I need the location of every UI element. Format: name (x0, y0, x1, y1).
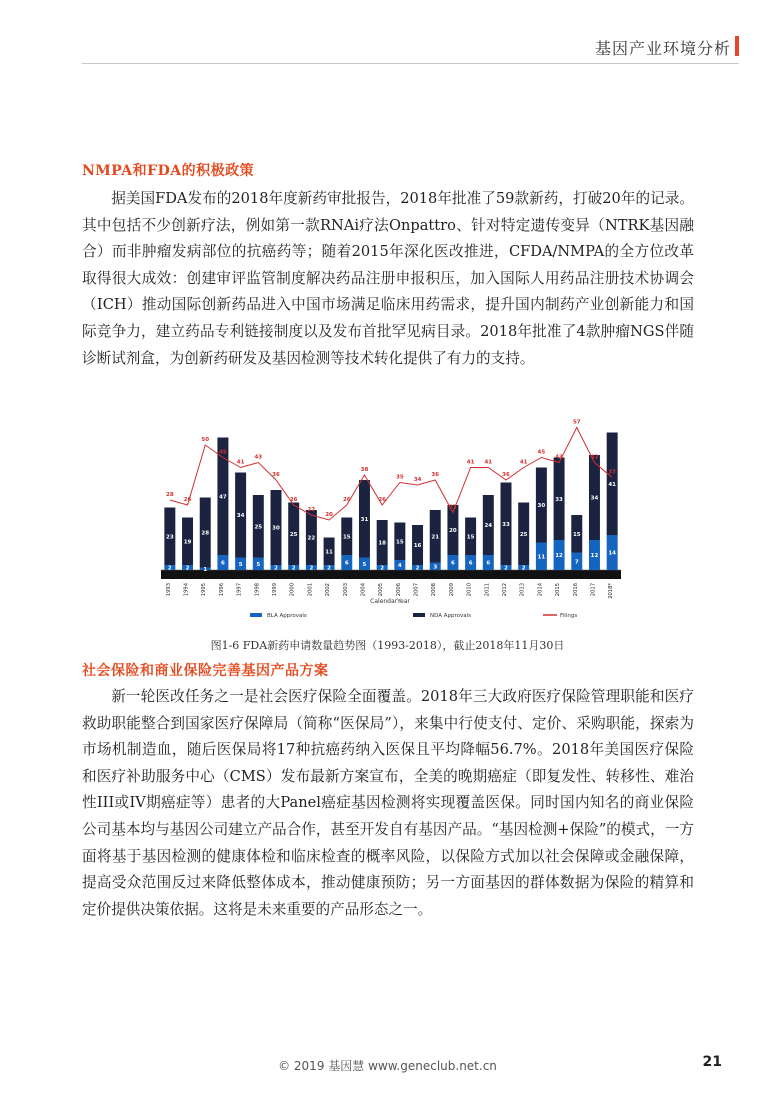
tick-2003: 2003 (342, 583, 349, 597)
label-nda-2008: 21 (431, 534, 440, 541)
label-nda-2010: 15 (466, 534, 475, 541)
label-filings-1996: 45 (219, 449, 227, 456)
tick-2006: 2006 (395, 583, 402, 597)
label-bla-2017: 12 (590, 553, 599, 559)
legend-label-1: NDA Approvals (430, 613, 472, 619)
label-bla-2000: 2 (291, 565, 296, 572)
label-filings-2007: 34 (413, 477, 422, 483)
label-filings-2001: 22 (307, 507, 316, 513)
label-nda-2015: 33 (555, 496, 563, 503)
label-bla-2006: 4 (397, 563, 402, 569)
label-bla-2002: 2 (327, 565, 331, 572)
label-bla-2009: 6 (451, 560, 455, 567)
tick-2011: 2011 (484, 583, 491, 597)
label-bla-2007: 2 (415, 565, 420, 572)
label-nda-2005: 18 (378, 540, 386, 547)
tick-2004: 2004 (360, 583, 367, 597)
label-nda-1999: 30 (272, 525, 280, 532)
label-nda-2006: 15 (396, 539, 404, 546)
label-bla-1995: 1 (203, 566, 208, 573)
section-title-insurance: 社会保险和商业保险完善基因产品方案 (82, 663, 329, 679)
label-nda-2017: 34 (590, 495, 599, 502)
label-bla-2013: 2 (521, 565, 526, 572)
label-nda-2002: 11 (325, 549, 333, 556)
label-nda-2000: 25 (289, 531, 298, 538)
label-filings-1998: 43 (254, 454, 263, 461)
header-title: 基因产业环境分析 (594, 39, 731, 58)
label-filings-2011: 41 (484, 459, 493, 466)
label-filings-2017: 43 (590, 454, 599, 461)
label-bla-2005: 2 (380, 565, 385, 572)
label-filings-2010: 41 (466, 459, 475, 466)
header-accent-bar (735, 36, 739, 56)
label-nda-1993: 23 (166, 534, 174, 541)
label-bla-1998: 5 (256, 561, 261, 568)
tick-2014: 2014 (537, 583, 544, 597)
label-nda-2009: 20 (449, 528, 457, 534)
label-bla-2008: 3 (433, 564, 438, 571)
legend-label-0: BLA Approvals (267, 613, 307, 619)
tick-2002: 2002 (325, 583, 332, 597)
section-paragraph-insurance (82, 684, 694, 923)
label-filings-1999: 36 (272, 472, 280, 478)
label-bla-2012: 2 (504, 565, 508, 572)
label-nda-2018*: 41 (608, 481, 616, 488)
label-filings-2000: 26 (289, 497, 298, 503)
tick-1993: 1993 (165, 583, 172, 597)
tick-2007: 2007 (413, 583, 420, 597)
section-title-nmpa-fda: NMPA和FDA的积极政策 (82, 163, 255, 179)
label-filings-1995: 50 (201, 437, 210, 443)
label-filings-1993: 28 (166, 492, 174, 498)
tick-1994: 1994 (183, 583, 190, 597)
label-bla-2011: 6 (486, 560, 491, 567)
legend-label-2: Filings (560, 613, 578, 619)
tick-2018*: 2018* (608, 583, 615, 599)
label-filings-2012: 36 (502, 472, 510, 478)
label-nda-2001: 22 (307, 535, 316, 542)
label-bla-2015: 12 (555, 553, 563, 559)
label-bla-2010: 6 (468, 560, 473, 567)
label-nda-2012: 33 (502, 521, 510, 528)
page-number: 21 (702, 1054, 722, 1070)
label-bla-1999: 2 (274, 565, 278, 572)
label-nda-2016: 15 (572, 531, 581, 538)
label-bla-2016: 7 (574, 559, 579, 566)
label-bla-2001: 2 (309, 565, 314, 572)
label-bla-2003: 6 (344, 560, 349, 567)
label-nda-1996: 47 (219, 494, 227, 501)
chart-x-axis-label: CalendarYear (370, 598, 410, 605)
label-nda-1994: 19 (183, 539, 192, 546)
label-nda-1998: 25 (254, 524, 263, 531)
footer-copyright: © 2019 基因慧 www.geneclub.net.cn (278, 1059, 497, 1073)
label-bla-2004: 5 (362, 561, 367, 568)
label-bla-2018*: 14 (608, 550, 616, 557)
label-nda-2007: 16 (413, 543, 422, 549)
fda-approvals-chart (155, 412, 625, 632)
label-filings-2015: 43 (555, 454, 563, 461)
label-filings-2005: 26 (378, 497, 386, 503)
label-nda-2014: 30 (537, 503, 546, 509)
tick-2005: 2005 (378, 583, 385, 597)
label-nda-1995: 28 (201, 530, 210, 537)
tick-2012: 2012 (502, 583, 508, 597)
tick-2016: 2016 (572, 583, 579, 597)
tick-2000: 2000 (289, 583, 296, 597)
chart-x-axis-strip (161, 570, 621, 579)
label-filings-2013: 41 (519, 459, 528, 466)
legend-swatch-1 (413, 613, 425, 617)
legend-swatch-0 (250, 613, 262, 617)
figure-caption: 图1-6 FDA新药申请数量趋势图（1993-2018），截止2018年11月30日 (210, 639, 565, 652)
tick-2010: 2010 (466, 583, 473, 597)
tick-2009: 2009 (448, 583, 455, 597)
tick-1999: 1999 (272, 583, 278, 597)
label-filings-2009: 23 (449, 504, 457, 511)
label-filings-2014: 45 (537, 449, 546, 456)
label-filings-2008: 36 (431, 472, 440, 478)
label-nda-2004: 31 (360, 516, 369, 523)
paragraph-text: 据美国FDA发布的2018年度新药审批报告，2018年批准了59款新药，打破20年的记录。其中包括不少创新疗法，例如第一款RNAi疗法Onpattro、针对特定遗传变异（NTRK基因融合）而非肿瘤发病部位的抗癌药等；随着2015年深化医改推进，CFDA/NMPA的全方位改革取得很大成效：创建审评监管制度解决药品注册申报积压，加入国际人用药品注册技术协调会（ICH）推动国际创新药品进入中国市场满足临床用药需求，提升国内制药产业创新能力和国际竞争力，建立药品专利链接制度以及发布首批罕见病目录。2018年批准了4款肿瘤NGS伴随诊断试剂盒，为创新药研发及基因检测等技术转化提供了有力的支持。 (82, 190, 694, 367)
tick-1995: 1995 (201, 583, 208, 597)
tick-2001: 2001 (307, 583, 314, 597)
label-filings-2004: 38 (360, 467, 369, 473)
tick-1996: 1996 (218, 583, 225, 597)
label-bla-1993: 2 (167, 565, 172, 572)
label-nda-1997: 34 (236, 513, 245, 519)
tick-2013: 2013 (519, 583, 526, 597)
label-filings-1994: 26 (183, 497, 192, 503)
label-bla-2014: 11 (537, 554, 546, 561)
label-bla-1996: 6 (221, 560, 225, 567)
label-filings-2002: 20 (325, 512, 333, 518)
paragraph-text: 新一轮医改任务之一是社会医疗保险全面覆盖。2018年三大政府医疗保险管理职能和医疗救助职能整合到国家医疗保障局（简称“医保局”），来集中行使支付、定价、采购职能，探索为市场机制造血，随后医保局将17种抗癌药纳入医保且平均降幅56.7%。2018年美国医疗保险和医疗补助服务中心（CMS）发布最新方案宣布，全美的晚期癌症（即复发性、转移性、难治性III或IV期癌症等）患者的大Panel癌症基因检测将实现覆盖医保。同时国内知名的商业保险公司基本均与基因公司建立产品合作，甚至开发自有基因产品。“基因检测+保险”的模式，一方面将基于基因检测的健康体检和临床检查的概率风险，以保险方式加以社会保障或金融保障，提高受众范围反过来降低整体成本，推动健康预防；另一方面基因的群体数据为保险的精算和定价提供决策依据。这将是未来重要的产品形态之一。 (82, 688, 694, 918)
tick-2008: 2008 (431, 583, 438, 597)
label-filings-1997: 41 (236, 459, 245, 466)
label-filings-2016: 57 (572, 419, 581, 426)
chart-plot-area (161, 420, 621, 599)
label-nda-2011: 24 (484, 523, 493, 529)
header-divider (82, 63, 739, 64)
label-filings-2003: 26 (342, 497, 351, 503)
tick-1998: 1998 (254, 583, 261, 597)
tick-1997: 1997 (236, 583, 243, 597)
tick-2015: 2015 (555, 583, 562, 597)
label-bla-1994: 2 (185, 565, 190, 572)
label-nda-2003: 15 (342, 534, 351, 541)
section-paragraph-nmpa-fda (82, 186, 694, 372)
label-filings-2006: 35 (396, 474, 404, 481)
label-filings-2018*: 37 (608, 469, 616, 476)
tick-2017: 2017 (590, 583, 597, 597)
label-nda-2013: 25 (519, 531, 528, 538)
label-bla-1997: 5 (238, 561, 243, 568)
chart-legend (250, 613, 577, 619)
